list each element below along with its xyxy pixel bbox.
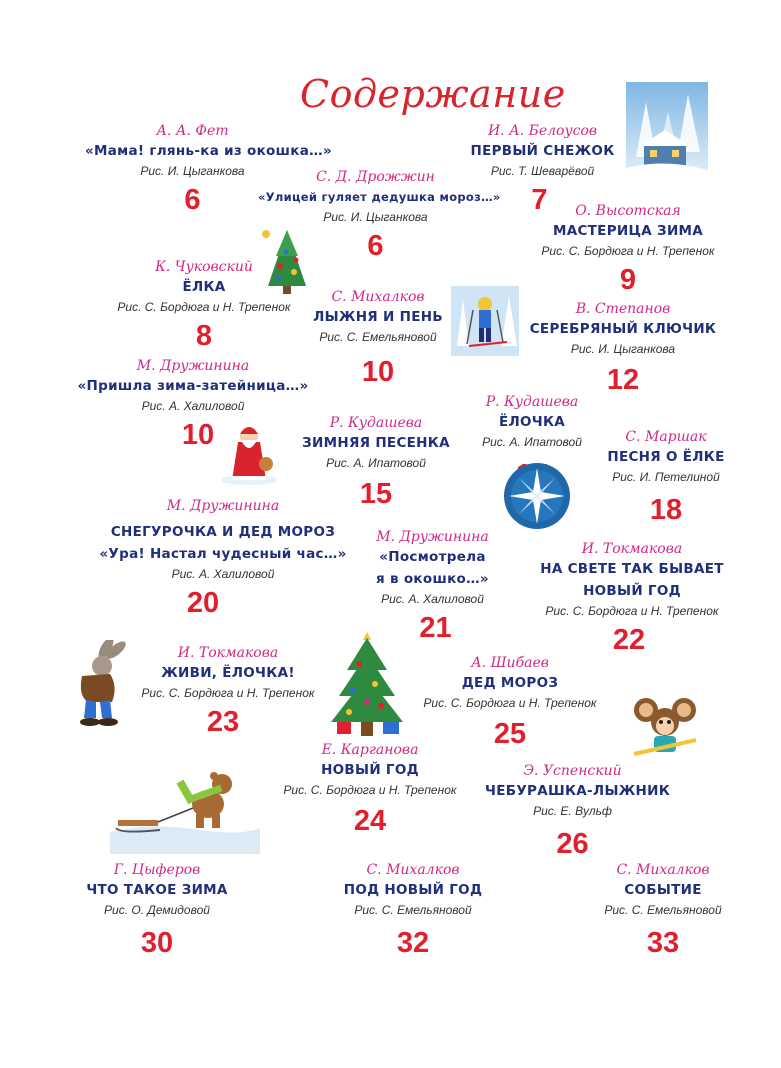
entry-page-number: 32 <box>396 927 430 959</box>
entry-illustrator: Рис. Е. Вульф <box>533 804 612 818</box>
entry-title: СНЕГУРОЧКА И ДЕД МОРОЗ <box>110 524 336 540</box>
entry-author: К. Чуковский <box>155 259 253 275</box>
entry-illustrator: Рис. С. Бордюга и Н. Трепенок <box>541 244 715 258</box>
entry-illustrator: Рис. С. Бордюга и Н. Трепенок <box>141 686 315 700</box>
entry-page-number: 30 <box>140 927 174 959</box>
toc-entry[interactable] <box>82 861 232 961</box>
toc-entry[interactable] <box>485 762 671 862</box>
entry-subtitle: я в окошко…» <box>376 571 489 587</box>
entry-author: Э. Успенский <box>523 763 622 779</box>
entry-illustrator: Рис. И. Петелиной <box>612 470 720 484</box>
decorated-tree-picture <box>323 630 411 740</box>
entry-title: НОВЫЙ ГОД <box>321 762 419 778</box>
entry-page-number: 33 <box>646 927 680 959</box>
entry-page-number: 7 <box>531 184 548 216</box>
skier-picture <box>451 286 519 356</box>
entry-page-number: 10 <box>361 356 395 388</box>
hare-picture <box>68 640 134 730</box>
entry-title: ЛЫЖНЯ И ПЕНЬ <box>313 309 443 325</box>
entry-author: А. Шибаев <box>471 655 549 671</box>
entry-illustrator: Рис. И. Цыганкова <box>323 210 428 224</box>
entry-title: ЁЛКА <box>182 279 226 295</box>
entry-illustrator: Рис. И. Цыганкова <box>570 342 676 356</box>
entry-illustrator: Рис. С. Емельяновой <box>354 903 472 917</box>
christmas-tree-picture <box>256 226 318 296</box>
entry-author: А. А. Фет <box>156 123 229 139</box>
toc-entry[interactable] <box>92 497 354 621</box>
toc-entry[interactable] <box>597 861 729 961</box>
entry-illustrator: Рис. С. Бордюга и Н. Трепенок <box>423 696 597 710</box>
entry-title: «Улицей гуляет дедушка мороз…» <box>258 190 501 204</box>
entry-author: О. Высотская <box>575 203 681 219</box>
entry-author: В. Степанов <box>575 301 671 317</box>
entry-page-number: 21 <box>419 612 452 644</box>
entry-illustrator: Рис. А. Ипатовой <box>482 435 582 449</box>
entry-title: «Посмотрела <box>379 549 486 565</box>
toc-entry[interactable] <box>68 357 318 453</box>
entry-title: СЕРЕБРЯНЫЙ КЛЮЧИК <box>529 321 717 337</box>
entry-title: ПЕСНЯ О ЁЛКЕ <box>607 449 725 465</box>
entry-page-number: 26 <box>556 828 589 860</box>
entry-illustrator: Рис. И. Цыганкова <box>140 164 245 178</box>
toc-entry[interactable] <box>370 528 495 646</box>
entry-subtitle: «Ура! Настал чудесный час…» <box>99 546 347 562</box>
entry-author: М. Дружинина <box>136 358 250 374</box>
entry-title: «Пришла зима-затейница…» <box>77 378 309 394</box>
entry-illustrator: Рис. А. Халиловой <box>171 567 275 581</box>
toc-entry[interactable] <box>412 654 608 752</box>
entry-author: Р. Кудашева <box>485 394 579 410</box>
entry-author: С. Михалков <box>366 862 460 878</box>
entry-illustrator: Рис. А. Халиловой <box>141 399 245 413</box>
entry-title: ДЕД МОРОЗ <box>461 675 559 691</box>
entry-author: С. Маршак <box>625 429 707 445</box>
entry-page-number: 6 <box>367 230 384 262</box>
entry-page-number: 8 <box>195 320 213 352</box>
entry-title: ЧЕБУРАШКА-ЛЫЖНИК <box>485 783 671 799</box>
entry-subtitle: НОВЫЙ ГОД <box>583 583 681 599</box>
entry-page-number: 20 <box>186 587 220 619</box>
bear-sled-picture <box>110 762 260 854</box>
entry-author: И. А. Белоусов <box>487 123 598 139</box>
entry-page-number: 9 <box>619 264 637 296</box>
entry-illustrator: Рис. С. Бордюга и Н. Трепенок <box>545 604 719 618</box>
entry-illustrator: Рис. А. Ипатовой <box>326 456 426 470</box>
toc-entry[interactable] <box>133 644 323 740</box>
entry-title: ПОД НОВЫЙ ГОД <box>343 882 483 898</box>
entry-title: ПЕРВЫЙ СНЕЖОК <box>470 143 615 159</box>
entry-author: Е. Карганова <box>321 742 419 758</box>
entry-page-number: 18 <box>649 494 683 526</box>
entry-illustrator: Рис. С. Бордюга и Н. Трепенок <box>283 783 457 797</box>
entry-author: М. Дружинина <box>376 529 489 545</box>
entry-title: «Мама! глянь-ка из окошка…» <box>85 143 332 159</box>
entry-illustrator: Рис. С. Емельяновой <box>604 903 722 917</box>
toc-entry[interactable] <box>600 428 732 528</box>
entry-illustrator: Рис. О. Демидовой <box>104 903 210 917</box>
entry-title: МАСТЕРИЦА ЗИМА <box>552 223 704 239</box>
entry-page-number: 22 <box>612 624 646 656</box>
entry-title: ЖИВИ, ЁЛОЧКА! <box>161 665 295 681</box>
entry-author: С. Михалков <box>616 862 710 878</box>
entry-author: И. Токмакова <box>581 541 683 557</box>
entry-illustrator: Рис. А. Халиловой <box>381 592 484 606</box>
entry-page-number: 12 <box>606 364 640 396</box>
toc-entry[interactable] <box>272 741 468 839</box>
entry-author: С. Д. Дрожжин <box>316 169 435 185</box>
entry-page-number: 23 <box>206 706 240 738</box>
entry-illustrator: Рис. С. Емельяновой <box>319 330 437 344</box>
page-title: Содержание <box>300 72 566 116</box>
entry-title: СОБЫТИЕ <box>624 882 702 898</box>
entry-author: Р. Кудашева <box>329 415 423 431</box>
cheburashka-picture <box>630 692 700 762</box>
entry-page-number: 10 <box>181 419 215 451</box>
entry-page-number: 15 <box>359 478 393 510</box>
entry-title: НА СВЕТЕ ТАК БЫВАЕТ <box>540 561 724 577</box>
toc-entry[interactable] <box>528 202 728 298</box>
entry-page-number: 25 <box>493 718 527 750</box>
entry-title: ЧТО ТАКОЕ ЗИМА <box>86 882 228 898</box>
entry-page-number: 24 <box>353 805 387 837</box>
entry-author: С. Михалков <box>331 289 425 305</box>
snowflake-picture <box>503 462 571 530</box>
toc-entry[interactable] <box>532 540 732 658</box>
snowy-house-picture <box>626 82 708 182</box>
toc-entry[interactable] <box>338 861 488 961</box>
entry-author: М. Дружинина <box>166 498 280 514</box>
entry-illustrator: Рис. С. Бордюга и Н. Трепенок <box>117 300 291 314</box>
entry-author: Г. Цыферов <box>113 862 201 878</box>
ded-moroz-picture <box>218 420 280 486</box>
entry-author: И. Токмакова <box>177 645 279 661</box>
entry-illustrator: Рис. Т. Шеварёвой <box>490 164 595 178</box>
entry-title: ЗИМНЯЯ ПЕСЕНКА <box>302 435 450 451</box>
toc-entry[interactable] <box>308 288 448 390</box>
entry-page-number: 6 <box>184 184 201 216</box>
entry-title: ЁЛОЧКА <box>498 414 566 430</box>
toc-entry[interactable] <box>528 300 718 398</box>
